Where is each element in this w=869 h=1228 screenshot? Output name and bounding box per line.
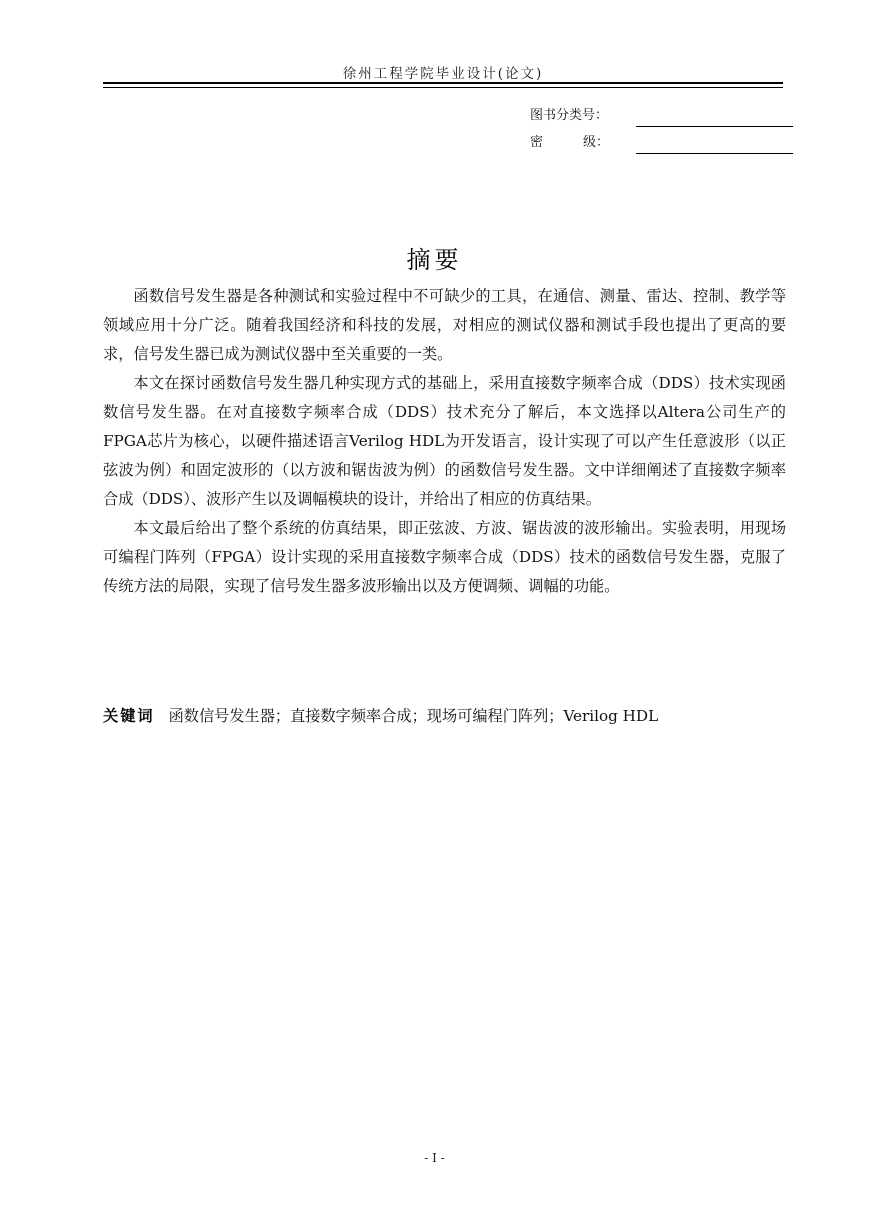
keywords-line (103, 702, 786, 731)
secrecy-underline (636, 153, 793, 154)
page-number: - I - (424, 1151, 445, 1165)
header-rule-thick (103, 82, 783, 84)
secrecy-row (530, 131, 793, 158)
abstract-paragraph-2: 本文在探讨函数信号发生器几种实现方式的基础上，采用直接数字频率合成（DDS）技术实现函数信号发生器。在对直接数字频率合成（DDS）技术充分了解后，本文选择以Altera公司生产的FPGA芯片为核心，以硬件描述语言Verilog HDL为开发语言，设计实现了可以产生任意波形（以正弦波为例）和固定波形的（以方波和锯齿波为例）的函数信号发生器。文中详细阐述了直接数字频率合成（DDS）、波形产生以及调幅模块的设计，并给出了相应的仿真结果。 (103, 374, 786, 508)
secrecy-label (530, 131, 609, 150)
abstract-title: 摘要 (406, 246, 463, 274)
running-header: 徐州工程学院毕业设计(论文) (342, 66, 544, 82)
secrecy-label-left: 密 (530, 135, 544, 150)
library-class-label: 图书分类号： (530, 108, 609, 123)
keywords-label: 关键词 (103, 707, 155, 725)
abstract-paragraph-1: 函数信号发生器是各种测试和实验过程中不可缺少的工具，在通信、测量、雷达、控制、教学等领域应用十分广泛。随着我国经济和科技的发展，对相应的测试仪器和测试手段也提出了更高的要求，信号发生器已成为测试仪器中至关重要的一类。 (103, 287, 786, 363)
abstract-body (103, 282, 786, 601)
keywords-text: 函数信号发生器；直接数字频率合成；现场可编程门阵列；Verilog HDL (168, 707, 659, 725)
library-class-row (530, 104, 793, 131)
library-class-underline (636, 126, 793, 127)
classification-block (530, 104, 793, 158)
secrecy-label-right: 级： (583, 135, 610, 150)
header-rule-thin (103, 87, 783, 88)
abstract-paragraph-3: 本文最后给出了整个系统的仿真结果，即正弦波、方波、锯齿波的波形输出。实验表明，用现场可编程门阵列（FPGA）设计实现的采用直接数字频率合成（DDS）技术的函数信号发生器，克服了传统方法的局限，实现了信号发生器多波形输出以及方便调频、调幅的功能。 (103, 519, 786, 595)
